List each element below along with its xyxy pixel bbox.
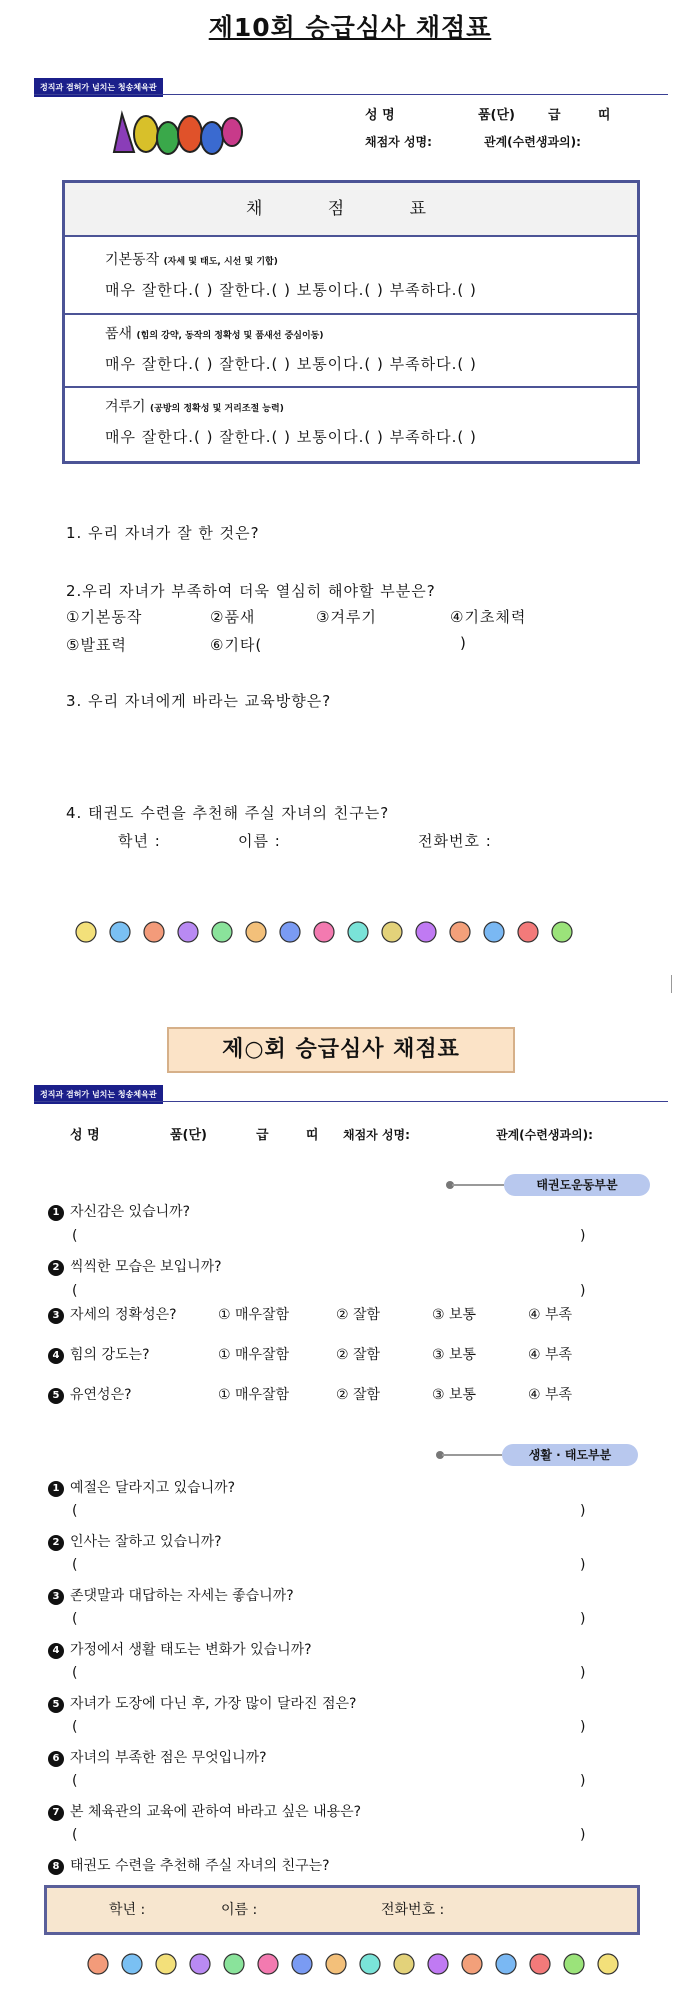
rating-option[interactable]: ① 매우잘함 [218,1387,290,1403]
belt-color-label: 띠 [306,1128,319,1143]
name-label: 성 명 [70,1128,100,1143]
score-category: 품새 (힘의 강약, 동작의 정확성 및 품새선 중심이동) [105,326,324,342]
scorer-label: 채점자 성명: [343,1128,410,1142]
s2-question-3: 3 존댓말과 대답하는 자세는 좋습니까? [48,1585,294,1605]
sheet1-divider [34,94,668,95]
score-options[interactable]: 매우 잘한다.( ) 잘한다.( ) 보통이다.( ) 부족하다.( ) [105,281,477,299]
relation-label: 관계(수련생과의): [496,1128,593,1142]
answer-close-paren: ) [580,1827,586,1843]
sheet2-banner: 정직과 겸허가 넘치는 청송체육관 [34,1085,163,1104]
friend-phone-label: 전화번호 : [418,832,492,850]
s2-question-1: 1 예절은 달라지고 있습니까? [48,1477,235,1497]
friend-info-box [44,1885,640,1935]
score-table [62,180,640,464]
sheet1-banner: 정직과 겸허가 넘치는 청송체육관 [34,78,163,97]
friend-name-label: 이름 : [221,1902,258,1918]
s2-question-6: 6 자녀의 부족한 점은 무엇입니까? [48,1747,267,1767]
friend-grade-label: 학년 : [109,1902,146,1918]
q2-option[interactable]: ③겨루기 [316,608,377,626]
number-2-icon: 2 [48,1535,64,1551]
s2-question-7: 7 본 체육관의 교육에 관하여 바라고 싶은 내용은? [48,1801,361,1821]
number-8-icon: 8 [48,1859,64,1875]
belt-color-label: 띠 [598,108,611,123]
kids-logo-icon [108,108,248,164]
q2-option[interactable]: ④기초체력 [450,608,527,626]
answer-close-paren: ) [580,1557,586,1573]
q2-option[interactable]: ⑥기타( [210,636,263,654]
s2-question-4: 4 가정에서 생활 태도는 변화가 있습니까? [48,1639,312,1659]
q2-option-close: ) [460,634,467,652]
s1-question-5: 5 유연성은? [48,1384,132,1404]
answer-close-paren: ) [580,1228,586,1244]
sheet2-divider [34,1101,668,1102]
s1-question-1: 1 자신감은 있습니까? [48,1201,190,1221]
belt-label: 품(단) [170,1128,207,1143]
score-category: 기본동작 (자세 및 태도, 시선 및 기합) [105,252,278,268]
question-2: 2.우리 자녀가 부족하여 더욱 열심히 해야할 부분은? [66,582,436,600]
belt-label: 품(단) [478,108,515,123]
number-4-icon: 4 [48,1348,64,1364]
rating-option[interactable]: ① 매우잘함 [218,1347,290,1363]
q2-option[interactable]: ①기본동작 [66,608,143,626]
answer-open-paren: ( [72,1719,78,1735]
answer-open-paren: ( [72,1283,78,1299]
number-6-icon: 6 [48,1751,64,1767]
rating-option[interactable]: ④ 부족 [528,1387,573,1403]
score-row-basic [65,237,637,311]
number-4-icon: 4 [48,1643,64,1659]
q2-option[interactable]: ⑤발표력 [66,636,127,654]
answer-close-paren: ) [580,1665,586,1681]
section-tag-line [452,1184,504,1186]
question-3: 3. 우리 자녀에게 바라는 교육방향은? [66,692,332,710]
question-1: 1. 우리 자녀가 잘 한 것은? [66,524,260,542]
answer-open-paren: ( [72,1773,78,1789]
number-2-icon: 2 [48,1260,64,1276]
kids-border-icon [70,918,590,948]
friend-phone-label: 전화번호 : [381,1902,445,1918]
answer-close-paren: ) [580,1719,586,1735]
section-tag-line [442,1454,502,1456]
q2-option[interactable]: ②품새 [210,608,256,626]
answer-open-paren: ( [72,1665,78,1681]
s1-question-2: 2 씩씩한 모습은 보입니까? [48,1256,222,1276]
grade-label: 급 [548,108,561,123]
number-5-icon: 5 [48,1697,64,1713]
rating-option[interactable]: ④ 부족 [528,1347,573,1363]
answer-open-paren: ( [72,1503,78,1519]
section-tag-life-attitude: 생활 · 태도부분 [502,1444,638,1466]
answer-open-paren: ( [72,1827,78,1843]
answer-close-paren: ) [580,1503,586,1519]
score-table-header: 채 점 표 [65,183,637,237]
score-options[interactable]: 매우 잘한다.( ) 잘한다.( ) 보통이다.( ) 부족하다.( ) [105,355,477,373]
score-row-sparring [65,386,637,460]
number-5-icon: 5 [48,1388,64,1404]
answer-open-paren: ( [72,1557,78,1573]
s2-question-8: 8 태권도 수련을 추천해 주실 자녀의 친구는? [48,1855,330,1875]
rating-option[interactable]: ② 잘함 [336,1307,381,1323]
sheet2-title: 제○회 승급심사 채점표 [167,1027,515,1073]
answer-open-paren: ( [72,1228,78,1244]
section-tag-taekwondo: 태권도운동부분 [504,1174,650,1196]
number-7-icon: 7 [48,1805,64,1821]
rating-option[interactable]: ③ 보통 [432,1347,477,1363]
friend-name-label: 이름 : [238,832,281,850]
number-3-icon: 3 [48,1308,64,1324]
rating-option[interactable]: ④ 부족 [528,1307,573,1323]
rating-option[interactable]: ② 잘함 [336,1387,381,1403]
page-break-mark [671,975,672,993]
s1-question-4: 4 힘의 강도는? [48,1344,150,1364]
question-4: 4. 태권도 수련을 추천해 주실 자녀의 친구는? [66,804,390,822]
number-3-icon: 3 [48,1589,64,1605]
score-row-poomsae [65,313,637,387]
s2-question-2: 2 인사는 잘하고 있습니까? [48,1531,222,1551]
answer-close-paren: ) [580,1611,586,1627]
kids-border-icon [82,1950,642,1980]
answer-open-paren: ( [72,1611,78,1627]
number-1-icon: 1 [48,1205,64,1221]
rating-option[interactable]: ② 잘함 [336,1347,381,1363]
score-category: 겨루기 (공방의 정확성 및 거리조절 능력) [105,399,284,415]
rating-option[interactable]: ① 매우잘함 [218,1307,290,1323]
name-label: 성 명 [365,108,395,123]
rating-option[interactable]: ③ 보통 [432,1307,477,1323]
grade-label: 급 [256,1128,269,1143]
s1-question-3: 3 자세의 정확성은? [48,1304,177,1324]
number-1-icon: 1 [48,1481,64,1497]
answer-close-paren: ) [580,1773,586,1789]
rating-option[interactable]: ③ 보통 [432,1387,477,1403]
score-options[interactable]: 매우 잘한다.( ) 잘한다.( ) 보통이다.( ) 부족하다.( ) [105,428,477,446]
sheet1-title: 제10회 승급심사 채점표 [208,13,492,42]
answer-close-paren: ) [580,1283,586,1299]
s2-question-5: 5 자녀가 도장에 다닌 후, 가장 많이 달라진 점은? [48,1693,356,1713]
friend-grade-label: 학년 : [118,832,161,850]
scorer-label: 채점자 성명: [365,135,432,149]
relation-label: 관계(수련생과의): [484,135,581,149]
